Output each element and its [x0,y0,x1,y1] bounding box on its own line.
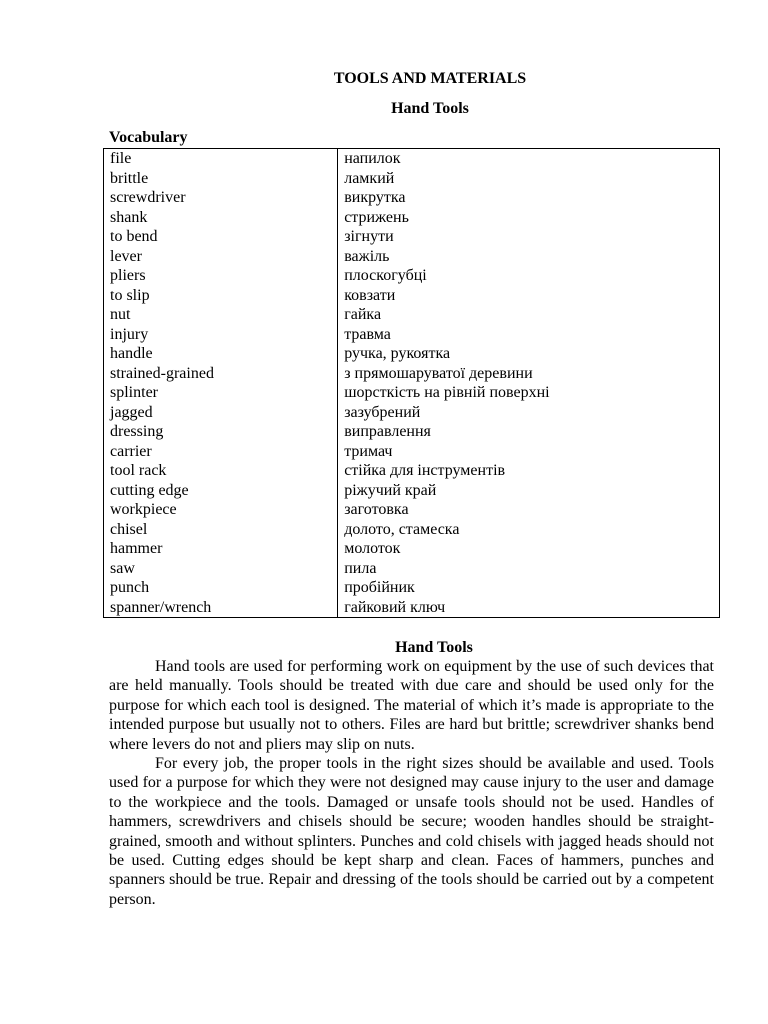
term-english: to bend [104,227,338,247]
term-english: pliers [104,266,338,286]
table-row [104,149,720,169]
term-english: tool rack [104,461,338,481]
term-english: lever [104,247,338,267]
term-ukrainian: виправлення [338,422,720,442]
term-ukrainian: тримач [338,442,720,462]
term-ukrainian: важіль [338,247,720,267]
body-text [109,657,714,909]
vocabulary-table [103,148,720,618]
term-english: chisel [104,520,338,540]
term-ukrainian: долото, стамеска [338,520,720,540]
term-ukrainian: ламкий [338,169,720,189]
term-english: brittle [104,169,338,189]
term-ukrainian: зігнути [338,227,720,247]
term-english: workpiece [104,500,338,520]
table-row [104,461,720,481]
section-heading: Hand Tools [395,639,473,656]
term-english: spanner/wrench [104,598,338,618]
term-english: strained-grained [104,364,338,384]
vocabulary-heading: Vocabulary [109,129,188,146]
table-row [104,266,720,286]
paragraph: For every job, the proper tools in the right sizes should be available and used. Tools used for a purpose for which they were not designed may cause injury to the user and damage to the workpiece and the tools. Damaged or unsafe tools should not be used. Handles of hammers, screwdrivers and chisels should be secure; wooden handles should be straight-grained, smooth and without splinters. Punches and cold chisels with jagged heads should not be used. Cutting edges should be kept sharp and clean. Faces of hammers, punches and spanners should be true. Repair and dressing of the tools should be carried out by a competent person. [109,755,714,908]
table-row [104,344,720,364]
term-ukrainian: зазубрений [338,403,720,423]
paragraph: Hand tools are used for performing work on equipment by the use of such devices that are held manually. Tools should be treated with due care and should be used only for the purpose for which each tool is designed. The material of which it’s made is appropriate to the intended purpose but usually not to others. Files are hard but brittle; screwdriver shanks bend where levers do not and pliers may slip on nuts. [109,658,714,753]
table-row [104,227,720,247]
table-row [104,520,720,540]
table-row [104,305,720,325]
term-ukrainian: викрутка [338,188,720,208]
table-row [104,286,720,306]
term-english: handle [104,344,338,364]
table-row [104,559,720,579]
term-english: jagged [104,403,338,423]
term-english: screwdriver [104,188,338,208]
term-english: injury [104,325,338,345]
term-ukrainian: пробійник [338,578,720,598]
table-row [104,500,720,520]
term-ukrainian: ручка, рукоятка [338,344,720,364]
table-row [104,247,720,267]
term-ukrainian: молоток [338,539,720,559]
document-subtitle: Hand Tools [391,100,469,117]
term-english: carrier [104,442,338,462]
table-row [104,578,720,598]
table-row [104,208,720,228]
term-english: saw [104,559,338,579]
term-ukrainian: плоскогубці [338,266,720,286]
table-row [104,325,720,345]
term-ukrainian: пила [338,559,720,579]
term-english: cutting edge [104,481,338,501]
term-english: punch [104,578,338,598]
term-ukrainian: гайка [338,305,720,325]
table-row [104,539,720,559]
term-ukrainian: ковзати [338,286,720,306]
term-english: nut [104,305,338,325]
table-row [104,598,720,618]
term-ukrainian: стійка для інструментів [338,461,720,481]
term-english: dressing [104,422,338,442]
term-ukrainian: ріжучий край [338,481,720,501]
table-row [104,364,720,384]
term-ukrainian: стрижень [338,208,720,228]
vocabulary-table-body [104,149,720,618]
term-ukrainian: напилок [338,149,720,169]
table-row [104,481,720,501]
table-row [104,383,720,403]
table-row [104,169,720,189]
table-row [104,442,720,462]
term-ukrainian: травма [338,325,720,345]
term-english: to slip [104,286,338,306]
term-ukrainian: заготовка [338,500,720,520]
term-ukrainian: шорсткість на рівній поверхні [338,383,720,403]
document-title: TOOLS AND MATERIALS [333,70,527,87]
term-ukrainian: гайковий ключ [338,598,720,618]
table-row [104,422,720,442]
term-english: shank [104,208,338,228]
term-english: splinter [104,383,338,403]
table-row [104,188,720,208]
term-ukrainian: з прямошаруватої деревини [338,364,720,384]
term-english: file [104,149,338,169]
table-row [104,403,720,423]
term-english: hammer [104,539,338,559]
